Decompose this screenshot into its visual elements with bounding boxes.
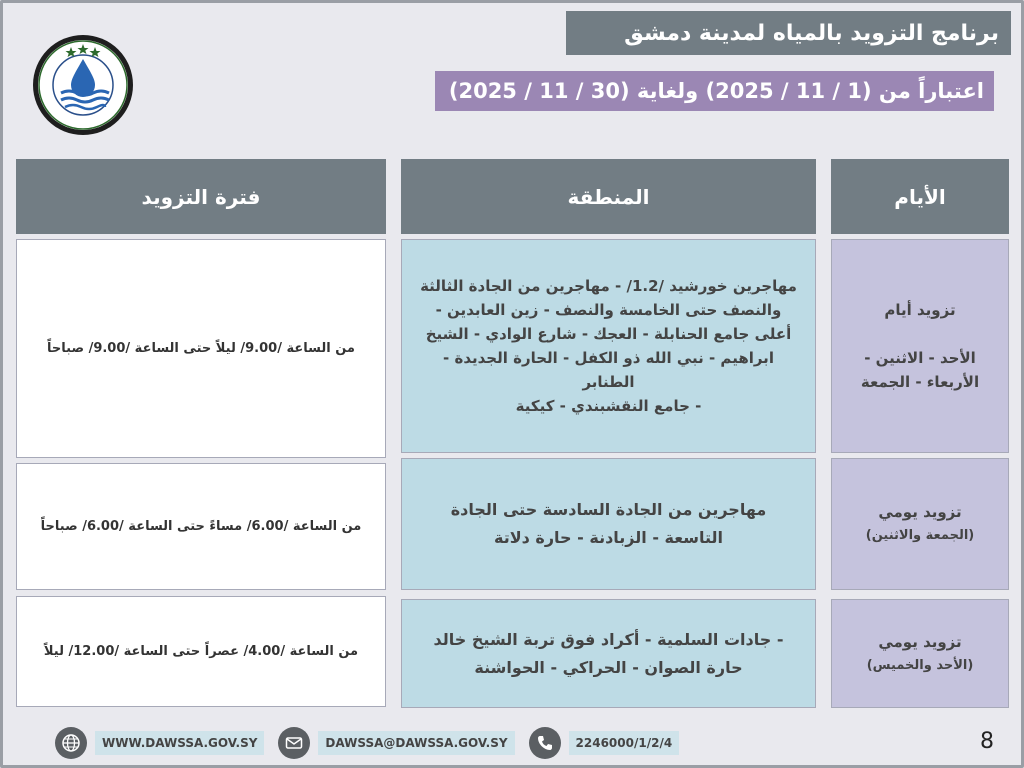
footer-contacts	[55, 726, 693, 760]
row-2-days-title: تزويد يومي	[878, 503, 962, 521]
table-row-1-area	[401, 239, 816, 453]
row-1-period-text: من الساعة /9.00/ ليلاً حتى الساعة /9.00/ صباحاً	[47, 341, 355, 356]
row-1-area-line: مهاجرين خورشيد /1.2/ - مهاجرين من الجادة الثالثة	[420, 277, 797, 295]
header-period-label: فترة التزويد	[141, 184, 261, 209]
row-3-area-line: - جادات السلمية - أكراد فوق تربة الشيخ خالد	[433, 629, 784, 649]
row-3-days-list: (الأحد والخميس)	[866, 657, 974, 673]
header-days-label: الأيام	[894, 184, 946, 209]
page-title	[566, 11, 1011, 55]
table-row-1-days	[831, 239, 1009, 453]
table-row-2-area	[401, 458, 816, 590]
row-1-area-line: - جامع النقشبندي - كيكية	[515, 397, 702, 415]
website-link[interactable]: WWW.DAWSSA.GOV.SY	[95, 731, 264, 755]
row-1-area-line: ابراهيم - نبي الله ذو الكفل - الحارة الجديدة - الطنابر	[443, 349, 774, 391]
header-days	[831, 159, 1009, 234]
header-area	[401, 159, 816, 234]
mail-icon	[278, 727, 310, 759]
row-2-period-text: من الساعة /6.00/ مساءً حتى الساعة /6.00/ صباحاً	[40, 519, 362, 534]
page-number: 8	[980, 729, 994, 754]
table-row-3-period	[16, 596, 386, 707]
globe-icon	[55, 727, 87, 759]
header-area-label: المنطقة	[567, 184, 650, 209]
row-1-days-list-a: الأحد - الاثنين -	[864, 349, 976, 367]
page-title-text: برنامج التزويد بالمياه لمدينة دمشق	[624, 20, 999, 46]
row-2-area-line: التاسعة - الزبادنة - حارة دلاتة	[493, 528, 724, 547]
row-3-period-text: من الساعة /4.00/ عصراً حتى الساعة /12.00/ ليلاً	[43, 644, 359, 659]
table-row-1-period	[16, 239, 386, 458]
date-range-text: اعتباراً من (1 / 11 / 2025) ولغاية (30 / 11 / 2025)	[448, 79, 984, 103]
table-row-3-area	[401, 599, 816, 708]
phone-number[interactable]: 2246000/1/2/4	[569, 731, 680, 755]
organization-logo	[31, 33, 135, 137]
row-2-days-list: (الجمعة والاثنين)	[865, 528, 975, 543]
row-1-area-line: أعلى جامع الحنابلة - العجك - شارع الوادي - الشيخ	[425, 325, 792, 343]
row-2-area-line: مهاجرين من الجادة السادسة حتى الجادة	[450, 500, 767, 519]
phone-icon	[529, 727, 561, 759]
row-1-days-list-b: الأربعاء - الجمعة	[860, 373, 980, 391]
row-1-days-title: تزويد أيام	[884, 301, 956, 319]
table-row-3-days	[831, 599, 1009, 708]
table-row-2-period	[16, 463, 386, 590]
email-link[interactable]: DAWSSA@DAWSSA.GOV.SY	[318, 731, 514, 755]
date-range-banner	[435, 71, 994, 111]
row-3-days-title: تزويد يومي	[878, 632, 962, 651]
row-3-area-line: حارة الصوان - الحراكي - الحواشنة	[474, 657, 743, 677]
header-period	[16, 159, 386, 234]
row-1-area-line: والنصف حتى الخامسة والنصف - زين العابدين -	[435, 301, 782, 319]
table-row-2-days	[831, 458, 1009, 590]
